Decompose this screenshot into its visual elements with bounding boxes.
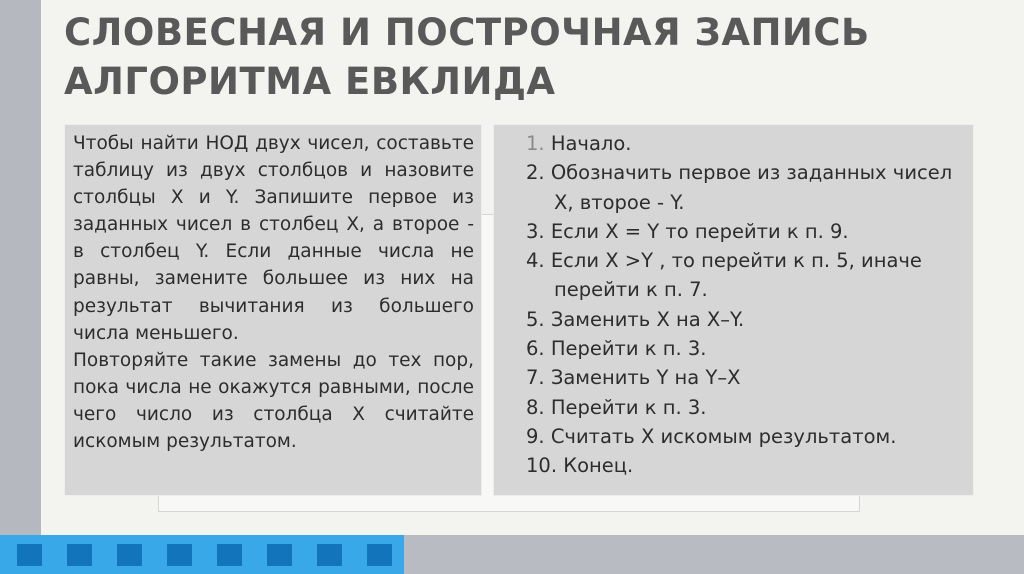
footer-square <box>167 544 192 566</box>
step-number: 2. <box>526 161 545 185</box>
step-text: Начало. <box>550 132 632 155</box>
algorithm-steps-box <box>493 124 974 496</box>
step-item <box>526 422 965 451</box>
step-text: Считать X искомым результатом. <box>550 424 897 448</box>
verbal-description-box <box>64 124 482 496</box>
verbal-paragraph-2: Повторяйте такие замены до тех пор, пока числа не окажутся равными, после чего число из столбца X считайте искомым результатом. <box>73 349 474 453</box>
step-number: 1. <box>526 132 545 155</box>
footer-squares <box>17 544 392 566</box>
step-text: Если X >Y , то перейти к п. 5, иначе перейти к п. 7. <box>550 249 922 302</box>
step-number: 10. <box>526 454 558 478</box>
verbal-paragraph-1: Чтобы найти НОД двух чисел, составьте таблицу из двух столбцов и назовите столбцы X и Y. Запишите первое из заданных чисел в столбец X, а второе - в столбец Y. Если данные числа не равны, замените большее из них на результат вычитания из большего числа меньшего. <box>73 133 474 344</box>
footer-square <box>267 544 292 566</box>
slide-title <box>64 8 994 106</box>
step-number: 4. <box>526 249 545 273</box>
title-line-1: СЛОВЕСНАЯ И ПОСТРОЧНАЯ ЗАПИСЬ <box>64 11 870 54</box>
step-number: 7. <box>526 366 545 390</box>
footer-square <box>317 544 342 566</box>
steps-list <box>526 129 965 481</box>
step-item <box>526 305 965 334</box>
footer-square <box>367 544 392 566</box>
footer-square <box>67 544 92 566</box>
step-item <box>526 393 965 422</box>
step-item <box>526 334 965 363</box>
footer-square <box>117 544 142 566</box>
step-item <box>526 246 965 305</box>
step-text: Перейти к п. 3. <box>550 337 707 361</box>
step-item <box>526 217 965 246</box>
step-number: 5. <box>526 307 545 331</box>
title-line-2: АЛГОРИТМА ЕВКЛИДА <box>64 60 556 103</box>
step-item <box>526 363 965 392</box>
step-text: Обозначить первое из заданных чисел X, второе - Y. <box>550 161 953 214</box>
step-item <box>526 158 965 217</box>
step-text: Перейти к п. 3. <box>550 395 707 419</box>
step-number: 9. <box>526 424 545 448</box>
step-text: Заменить X на X–Y. <box>550 307 745 331</box>
footer-square <box>17 544 42 566</box>
step-item <box>526 451 965 480</box>
step-number: 3. <box>526 219 545 243</box>
step-number: 8. <box>526 395 545 419</box>
step-number: 6. <box>526 337 545 361</box>
step-text: Если X = Y то перейти к п. 9. <box>550 219 849 243</box>
step-item <box>526 129 965 158</box>
footer-square <box>217 544 242 566</box>
step-text: Заменить Y на Y–X <box>550 366 741 390</box>
left-decorative-strip <box>0 0 41 535</box>
step-text: Конец. <box>563 454 634 478</box>
